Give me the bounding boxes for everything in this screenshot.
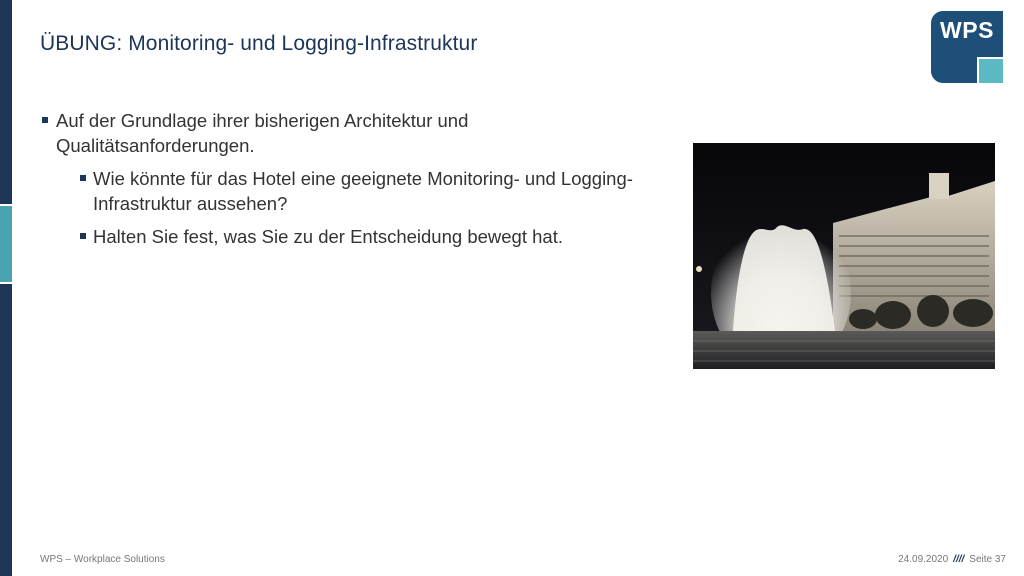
sub-bullet-item — [40, 166, 660, 216]
hotel-fountain-photo — [693, 143, 995, 369]
bullet-square-icon — [42, 117, 48, 123]
slide-title: ÜBUNG: Monitoring- und Logging-Infrastruktur — [40, 32, 478, 55]
logo-text: WPS — [940, 17, 994, 43]
bullet-text: Wie könnte für das Hotel eine geeignete Monitoring- und Logging-Infrastruktur aussehen? — [93, 168, 633, 214]
footer-separator: //// — [953, 554, 965, 565]
logo-square — [977, 57, 1003, 83]
bullet-text: Auf der Grundlage ihrer bisherigen Architektur und Qualitätsanforderungen. — [56, 110, 469, 156]
footer-date: 24.09.2020 — [898, 554, 949, 565]
bullet-text: Halten Sie fest, was Sie zu der Entscheidung bewegt hat. — [93, 226, 563, 247]
page-number: Seite 37 — [969, 554, 1006, 565]
bullet-square-icon — [80, 233, 86, 239]
left-accent-bar — [0, 0, 12, 576]
sub-bullet-item — [40, 224, 660, 249]
bullet-square-icon — [80, 175, 86, 181]
bullet-list — [40, 108, 660, 249]
wps-logo-icon — [931, 11, 1003, 83]
accent-segment — [0, 206, 12, 282]
footer-meta — [898, 554, 1006, 565]
footer-company: WPS – Workplace Solutions — [40, 554, 165, 565]
accent-divider-bottom — [0, 282, 12, 284]
bullet-item — [40, 108, 660, 158]
